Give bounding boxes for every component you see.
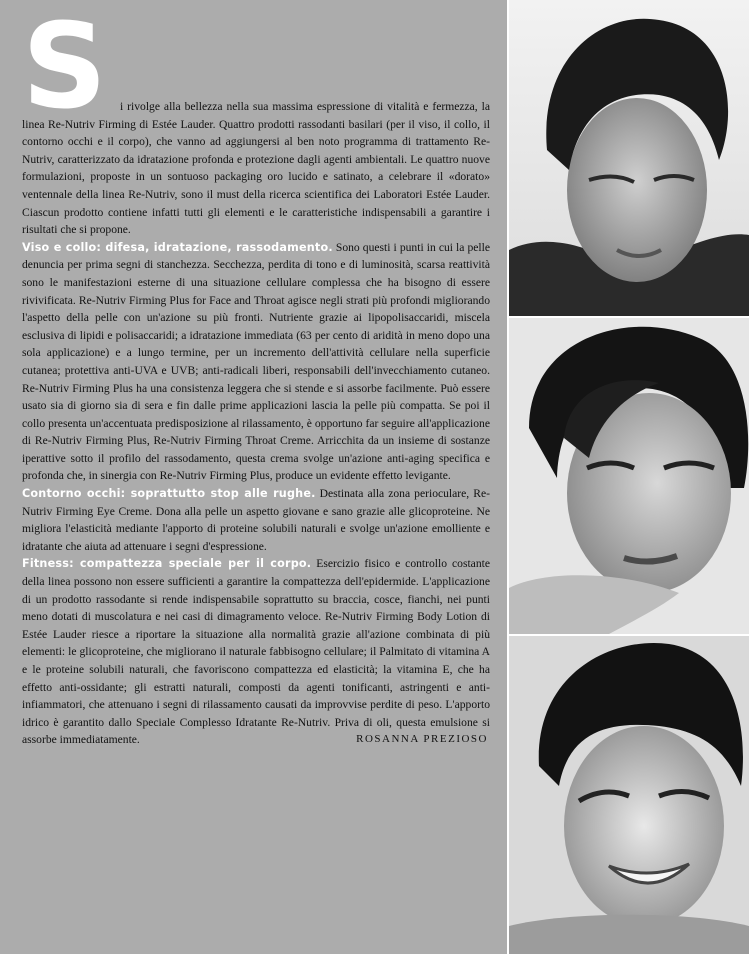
intro-paragraph: i rivolge alla bellezza nella sua massima espressione di vitalità e fermezza, la linea Re-Nutriv Firming di Estée Lauder. Quattro prodotti rassodanti basilari (per il viso, il collo, il contorno occhi e il corpo), che vanno ad aggiungersi al ben noto programma di trattamento Re-Nutriv, caratterizzato da idratazione profonda e protezione dagli agenti ambientali. Le quattro nuove formulazioni, proposte in un sontuoso packaging oro lucido e satinato, a celebrare il «dorato» ventennale della linea Re-Nutriv, sono il must della ricerca scientifica dei Laboratori Estée Lauder. Ciascun prodotto contiene infatti tutti gli elementi e le caratteristiche indispensabili a garantire i risultati che si propone. bbox=[22, 100, 490, 237]
portrait-photo-2 bbox=[509, 318, 749, 634]
section-body-viso: Sono questi i punti in cui la pelle denuncia per prima segni di stanchezza. Secchezza, perdita di tono e di luminosità, scarsa reattività sono le manifestazioni esterne di una situazione cellulare complessa che ha bisogno di essere rivivificata. Re-Nutriv Firming Plus for Face and Throat agisce negli strati più profondi migliorando l'aspetto della pelle con un'azione su più fronti. Nutriente grazie ai lipopolisaccaridi, miscela esclusiva di lipidi e polisaccaridi; a idratazione immediata (63 per cento di aridità in meno dopo una sola applicazione) e a lungo termine, per un incremento dell'attività cellulare nella superficie cutanea; protettiva anti-UVA e UVB; anti-radicali liberi, responsabili dell'invecchiamento cutaneo. Re-Nutriv Firming Plus ha una consistenza leggera che si stende e si assorbe facilmente. Può essere usato sia di giorno sia di sera e fin dalle prime applicazioni lascia la pelle più compatta. Se poi il collo presenta un'accentuata predisposizione al rilassamento, è opportuno far seguire all'applicazione di Re-Nutriv Firming Plus, Re-Nutriv Firming Throat Creme. Arricchita da un insieme di sostanze iperattive sotto il profilo del rassodamento, questa crema svolge un'azione anti-aging specifica e profonda che, in sinergia con Re-Nutriv Firming Plus, produce un evidente effetto levigante. bbox=[22, 240, 491, 483]
section-body-fitness: Esercizio fisico e controllo costante della linea possono non essere sufficienti a garantire la compattezza dell'epidermide. L'applicazione di un prodotto rassodante si rende indispensabile soprattutto su braccia, cosce, fianchi, nei punti meno dotati di muscolatura e nei casi di dimagramento veloce. Re-Nutriv Firming Body Lotion di Estée Lauder riesce a riportare la situazione alla normalità grazie all'azione combinata di più elementi: le glicoproteine, che migliorano il naturale fabbisogno cellulare; il Palmitato di vitamina A e le proteine solubili naturali, che favoriscono compattezza ed elasticità; la vitamina E, che ha effetto anti-ossidante; gli estratti naturali, composti da agenti tonificanti, astringenti e anti-infiammatori, che attenuano i segni di rilassamento causati da improvvise perdite di peso. L'apporto idrico è garantito dallo Speciale Complesso Idratante Re-Nutriv. Priva di oli, questa emulsione si assorbe immediatamente. bbox=[22, 557, 490, 747]
portrait-photo-1 bbox=[509, 0, 749, 316]
section-body-occhi: Destinata alla zona perioculare, Re-Nutriv Firming Eye Creme. Dona alla pelle un aspetto giovane e sano grazie alle glicoproteine. Ne migliora l'elasticità mediante l'apporto di proteine solubili naturali e svolge un'azione emolliente e idratante che aiuta ad attenuare i segni d'espressione. bbox=[22, 487, 490, 553]
section-heading-occhi: Contorno occhi: soprattutto stop alle rughe. bbox=[22, 487, 316, 501]
drop-cap: S bbox=[22, 0, 107, 135]
author-byline: ROSANNA PREZIOSO bbox=[356, 733, 488, 746]
portrait-photo-3 bbox=[509, 636, 749, 954]
photo-column bbox=[507, 0, 749, 954]
section-heading-viso: Viso e collo: difesa, idratazione, rassodamento. bbox=[22, 240, 333, 254]
section-heading-fitness: Fitness: compattezza speciale per il corpo. bbox=[22, 557, 312, 571]
article-body bbox=[22, 98, 490, 749]
